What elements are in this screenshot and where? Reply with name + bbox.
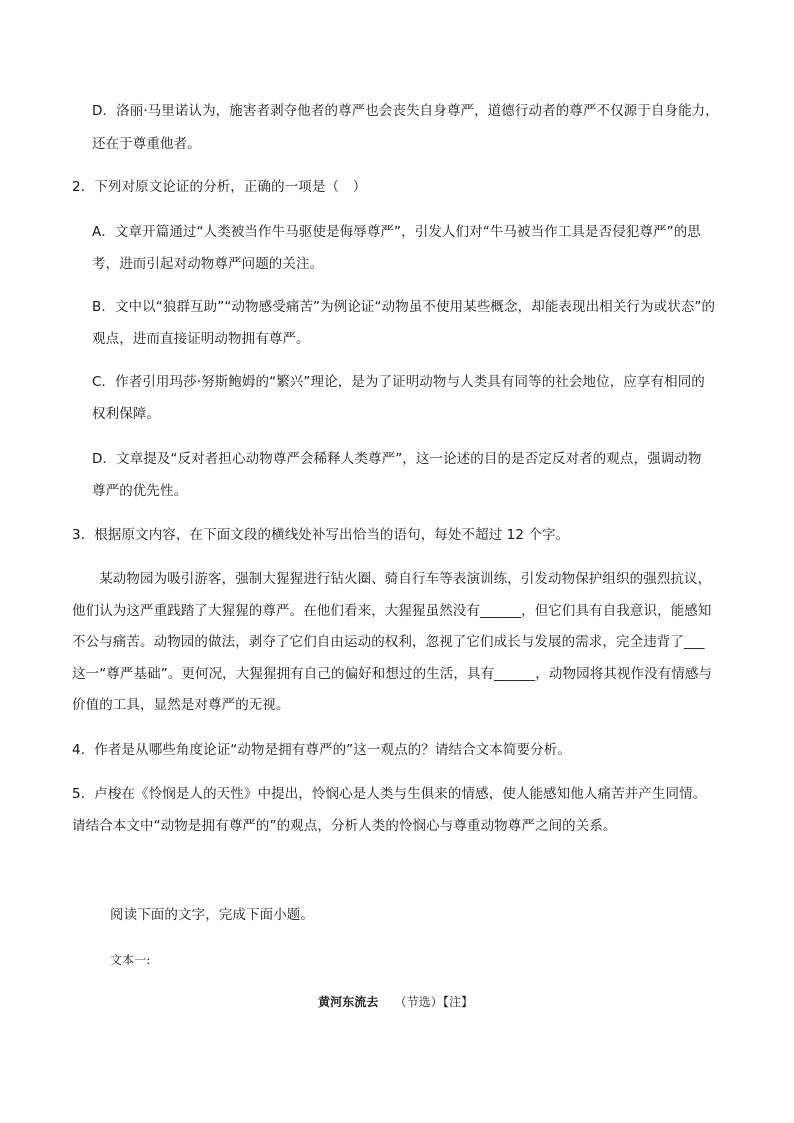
passage-subtitle: （节选） bbox=[394, 995, 443, 1009]
q2-stem: 2．下列对原文论证的分析，正确的一项是（ ） bbox=[72, 179, 367, 195]
q3-stem: 3．根据原文内容，在下面文段的横线处补写出恰当的语句，每处不超过 12 个字。 bbox=[72, 527, 570, 543]
q2-option-d-line1: D．文章提及“反对者担心动物尊严会稀释人类尊严”，这一论述的目的是否定反对者的观点，强调动物 bbox=[92, 451, 702, 467]
q1-option-d-line2: 还在于尊重他者。 bbox=[92, 136, 201, 152]
q3-paragraph-line1: 某动物园为吸引游客，强制大猩猩进行钻火圈、骑自行车等表演训练，引发动物保护组织的强烈抗议， bbox=[72, 571, 712, 587]
q4-stem: 4．作者是从哪些角度论证“动物是拥有尊严的”这一观点的？请结合文本简要分析。 bbox=[72, 742, 571, 758]
q2-option-a-line1: A．文章开篇通过“人类被当作牛马驱使是侮辱尊严”，引发人们对“牛马被当作工具是否侵犯尊严”的思 bbox=[92, 224, 701, 240]
q1-option-d-line1: D．洛丽·马里诺认为，施害者剥夺他者的尊严也会丧失自身尊严，道德行动者的尊严不仅源于自身能力， bbox=[92, 103, 719, 119]
passage-title-line bbox=[318, 992, 473, 1012]
q3-paragraph-line4: 这一“尊严基础”。更何况，大猩猩拥有自己的偏好和想过的生活，具有______，动物园将其视作没有情感与 bbox=[72, 666, 713, 682]
q5-stem-line2: 请结合本文中“动物是拥有尊严的”的观点，分析人类的怜悯心与尊重动物尊严之间的关系。 bbox=[72, 818, 617, 834]
section-instruction: 阅读下面的文字，完成下面小题。 bbox=[110, 907, 314, 923]
q3-paragraph-line2: 他们认为这严重践踏了大猩猩的尊严。在他们看来，大猩猩虽然没有______，但它们具有自我意识，能感知 bbox=[72, 603, 712, 619]
q2-option-d-line2: 尊严的优先性。 bbox=[92, 483, 188, 499]
passage-title: 黄河东流去 bbox=[318, 995, 379, 1009]
q2-option-b-line1: B．文中以“狼群互助”“动物感受痛苦”为例论证“动物虽不使用某些概念，却能表现出相关行为或状态”的 bbox=[92, 299, 716, 315]
q2-option-c-line2: 权利保障。 bbox=[92, 406, 160, 422]
q2-option-c-line1: C．作者引用玛莎·努斯鲍姆的“繁兴”理论，是为了证明动物与人类具有同等的社会地位，应享有相同的 bbox=[92, 374, 705, 390]
text-label: 文本一: bbox=[110, 953, 151, 967]
note-mark: 【注】 bbox=[442, 995, 474, 1009]
q5-stem-line1: 5．卢梭在《怜悯是人的天性》中提出，怜悯心是人类与生俱来的情感，使人能感知他人痛苦并产生同情。 bbox=[72, 786, 707, 802]
q2-option-b-line2: 观点，进而直接证明动物拥有尊严。 bbox=[92, 331, 310, 347]
q2-option-a-line2: 考，进而引起对动物尊严问题的关注。 bbox=[92, 256, 324, 272]
q3-paragraph-line5: 价值的工具，显然是对尊严的无视。 bbox=[72, 697, 290, 713]
q3-paragraph-line3: 不公与痛苦。动物园的做法，剥夺了它们自由运动的权利，忽视了它们成长与发展的需求，完全违背了___ bbox=[72, 634, 705, 650]
